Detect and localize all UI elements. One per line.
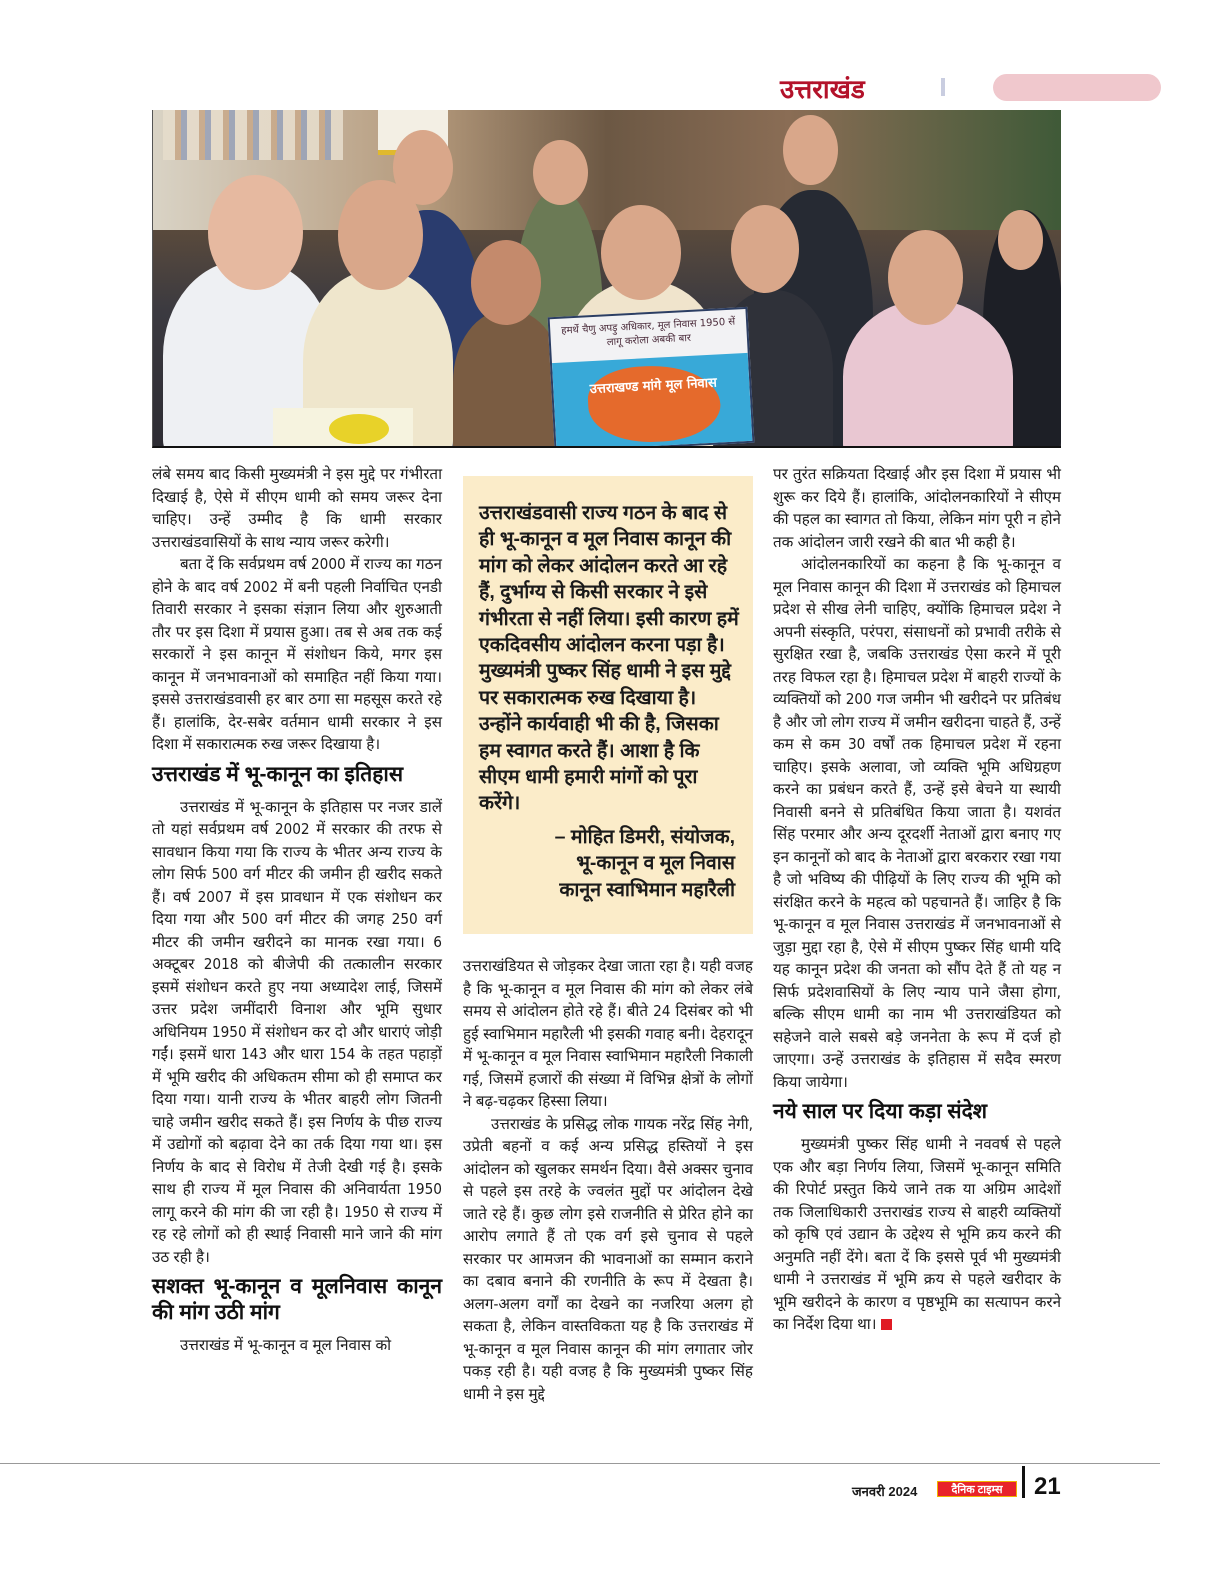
subheading: नये साल पर दिया कड़ा संदेश — [773, 1100, 988, 1123]
publication-logo: दैनिक टाइम्स — [937, 1481, 1017, 1497]
paragraph-text: मुख्यमंत्री पुष्कर सिंह धामी ने नववर्ष से पहले एक और बड़ा निर्णय लिया, जिसमें भू-कानून समिति की रिपोर्ट प्रस्तुत किये जाने तक या अग्रिम आदेशों तक जिलाधिकारी उत्तराखंड राज्य से बाहरी व्यक्तियों को कृषि एवं उद्यान के उद्देश्य से भूमि क्रय करने की अनुमति नहीं देंगे। बता दें कि इससे पूर्व भी मुख्यमंत्री धामी ने उत्तराखंड में भूमि क्रय से पहले खरीदार के भूमि खरीदने के कारण व पृष्ठभूमि का सत्यापन करने का निर्देश दिया था। — [773, 1135, 1061, 1333]
footer-rule — [0, 1463, 1160, 1464]
person — [453, 310, 563, 448]
person-face — [601, 205, 681, 300]
protest-placard — [548, 307, 755, 448]
paragraph — [773, 1133, 1061, 1336]
pull-quote-attribution — [485, 824, 735, 903]
person-face — [783, 115, 838, 185]
attribution-line: कानून स्वाभिमान महारैली — [559, 878, 735, 901]
person-face — [888, 230, 963, 325]
paragraph: उत्तराखंड में भू-कानून व मूल निवास को — [180, 1336, 392, 1354]
attribution-line: – मोहित डिमरी, संयोजक, — [554, 826, 735, 848]
paragraph: पर तुरंत सक्रियता दिखाई और इस दिशा में प्रयास भी शुरू कर दिये हैं। हालांकि, आंदोलनकारियों ने सीएम की पहल का स्वागत तो किया, लेकिन मांग पूरी न होने तक आंदोलन जारी रखने की बात भी कही है। — [773, 465, 1061, 551]
person-face — [533, 140, 588, 205]
placard-map-text: उत्तराखण्ड मांगे मूल निवास — [589, 375, 718, 398]
subheading: उत्तराखंड में भू-कानून का इतिहास — [152, 762, 404, 786]
page-number: 21 — [1034, 1473, 1061, 1500]
placard-text: हमर्थे चैणु अपड़ु अधिकार, मूल निवास 1950 सें लागू करोला अबकी बार — [560, 316, 736, 349]
paragraph: उत्तराखंडियत से जोड़कर देखा जाता रहा है। यही वजह है कि भू-कानून व मूल निवास की मांग को लेकर लंबे समय से आंदोलन होते रहे हैं। बीते 24 दिसंबर को भी हुई स्वाभिमान महारैली भी इसकी गवाह बनी। देहरादून में भू-कानून व मूल निवास स्वाभिमान महारैली निकाली गई, जिसमें हजारों की संख्या में विभिन्न क्षेत्रों के लोगों ने बढ़-चढ़कर हिस्सा लिया। — [463, 957, 753, 1110]
person-face — [731, 205, 799, 293]
rally-photo — [152, 110, 1061, 448]
header-pill-decoration — [993, 74, 1161, 101]
paragraph: लंबे समय बाद किसी मुख्यमंत्री ने इस मुद्दे पर गंभीरता दिखाई है, ऐसे में सीएम धामी को समय जरूर देना चाहिए। उन्हें उम्मीद है कि धामी सरकार उत्तराखंडवासियों के साथ न्याय जरूर करेगी। — [152, 465, 442, 551]
paragraph: बता दें कि सर्वप्रथम वर्ष 2000 में राज्य का गठन होने के बाद वर्ष 2002 में बनी पहली निर्वाचित एनडी तिवारी सरकार ने इसका संज्ञान लिया और शुरुआती तौर पर इस दिशा में प्रयास हुआ। तब से अब तक कई सरकारों ने इस कानून में संशोधन किये, मगर इस कानून में जनभावनाओं को समाहित नहीं किया गया। इससे उत्तराखंडवासी हर बार ठगा सा महसूस करते रहे हैं। हालांकि, देर-सबेर वर्तमान धामी सरकार ने इस दिशा में सकारात्मक रुख जरूर दिखाया है। — [152, 555, 442, 753]
person-face — [998, 210, 1043, 270]
placard-map — [552, 353, 752, 448]
article-column-2 — [463, 955, 753, 1405]
photo-banner — [163, 110, 343, 160]
section-label: उत्तराखंड — [780, 75, 865, 105]
paragraph: उत्तराखंड में भू-कानून के इतिहास पर नजर डालें तो यहां सर्वप्रथम वर्ष 2002 में सरकार की तरफ से सावधान किया गया कि राज्य के भीतर अन्य राज्य के लोग सिर्फ 500 वर्ग मीटर की जमीन ही खरीद सकते हैं। वर्ष 2007 में इस प्रावधान में एक संशोधन कर दिया गया और 500 वर्ग मीटर की जगह 250 वर्ग मीटर की जमीन खरीदने का मानक रखा गया। 6 अक्टूबर 2018 को बीजेपी की तत्कालीन सरकार इसमें संशोधन करते हुए नया अध्यादेश लाई, जिसमें उत्तर प्रदेश जमींदारी विनाश और भूमि सुधार अधिनियम 1950 में संशोधन कर दो और धाराएं जोड़ी गईं। इसमें धारा 143 और धारा 154 के तहत पहाड़ों में भूमि खरीद की अधिकतम सीमा को ही समाप्त कर दिया गया। यानी राज्य के भीतर बाहरी लोग जितनी चाहे जमीन खरीद सकते हैं। इस निर्णय के पीछ राज्य में उद्योगों को बढ़ावा देने का तर्क दिया गया था। इस निर्णय के बाद से विरोध में तेजी देखी गई है। इसके साथ ही राज्य में मूल निवास की अनिवार्यता 1950 लागू करने की मांग की जा रही है। 1950 से राज्य में रह रहे लोगों को ही स्थाई निवासी माने जाने की मांग उठ रही है। — [152, 797, 442, 1266]
paragraph: उत्तराखंड के प्रसिद्ध लोक गायक नरेंद्र सिंह नेगी, उप्रेती बहनों व कई अन्य प्रसिद्ध हस्तियों ने इस आंदोलन को खुलकर समर्थन दिया। वैसे अक्सर चुनाव से पहले इस तरहे के ज्वलंत मुद्दों पर आंदोलन देखे जाते रहे हैं। कुछ लोग इसे राजनीति से प्रेरित होने का आरोप लगाते हैं तो एक वर्ग इसे चुनाव से पहले सरकार पर आमजन की भावनाओं का सम्मान कराने का दबाव बनाने की रणनीति के रूप में देखता है। अलग-अलग वर्गों का देखने का नजरिया अलग हो सकता है, लेकिन वास्तविकता यह है कि उत्तराखंड में भू-कानून व मूल निवास कानून की मांग लगातार जोर पकड़ रही है। यही वजह है कि मुख्यमंत्री पुष्कर सिंह धामी ने इस मुद्दे — [463, 1114, 753, 1403]
person-face — [208, 175, 303, 290]
end-of-article-icon — [881, 1319, 892, 1330]
article-column-3 — [773, 463, 1061, 1336]
subheading: सशक्त भू-कानून व मूलनिवास कानून की मांग उठी मांग — [152, 1275, 442, 1324]
person-face — [471, 240, 541, 325]
pull-quote-text: उत्तराखंडवासी राज्य गठन के बाद से ही भू-कानून व मूल निवास कानून की मांग को लेकर आंदोलन करते आ रहे हैं, दुर्भाग्य से किसी सरकार ने इसे गंभीरता से नहीं लिया। इसी कारण हमें एकदिवसीय आंदोलन करना पड़ा है। मुख्यमंत्री पुष्कर सिंह धामी ने इस मुद्दे पर सकारात्मक रुख दिखाया है। उन्होंने कार्यवाही भी की है, जिसका हम स्वागत करते हैं। आशा है कि सीएम धामी हमारी मांगों को पूरा करेंगे। — [479, 502, 739, 815]
footer-separator — [1022, 1466, 1025, 1498]
header-divider — [941, 78, 945, 96]
issue-date: जनवरी 2024 — [852, 1484, 918, 1499]
paragraph: आंदोलनकारियों का कहना है कि भू-कानून व मूल निवास कानून की दिशा में उत्तराखंड को हिमाचल प्रदेश से सीख लेनी चाहिए, क्योंकि हिमाचल प्रदेश ने अपनी संस्कृति, परंपरा, संसाधनों को प्रभावी तरीके से सुरक्षित रखा है, जबकि उत्तराखंड ऐसा करने में पूरी तरह विफल रहा है। हिमाचल प्रदेश में बाहरी राज्यों के व्यक्तियों को 200 गज जमीन भी खरीदने पर प्रतिबंध है और जो लोग राज्य में जमीन खरीदना चाहते हैं, उन्हें कम से कम 30 वर्षों तक हिमाचल प्रदेश में रहना चाहिए। इसके अलावा, जो व्यक्ति भूमि अधिग्रहण करने का प्रबंधन करते हैं, उन्हें इसे बेचने या स्थायी निवासी बनने से प्रतिबंधित किया जाता है। यशवंत सिंह परमार और अन्य दूरदर्शी नेताओं द्वारा बनाए गए इन कानूनों को बाद के नेताओं द्वारा बरकरार रखा गया है जो भविष्य की पीढ़ियों के लिए राज्य की भूमि को संरक्षित करने के महत्व को पहचानते हैं। जाहिर है कि भू-कानून व मूल निवास उत्तराखंड में जनभावनाओं से जुड़ा मुद्दा रहा है, ऐसे में सीएम पुष्कर सिंह धामी यदि यह कानून प्रदेश की जनता को सौंप देते हैं तो यह न सिर्फ प्रदेशवासियों के लिए न्याय पाने जैसा होगा, बल्कि सीएम धामी का नाम भी उत्तराखंडियत को सहेजने वाले सबसे बड़े जननेता के रूप में दर्ज हो जाएगा। उन्हें उत्तराखंड के इतिहास में सदैव स्मरण किया जायेगा। — [773, 555, 1061, 1091]
pull-quote-box — [463, 476, 753, 934]
person-face — [338, 180, 423, 290]
article-column-1 — [152, 463, 442, 1357]
photo-paper — [273, 408, 413, 448]
attribution-line: भू-कानून व मूल निवास — [576, 852, 735, 875]
